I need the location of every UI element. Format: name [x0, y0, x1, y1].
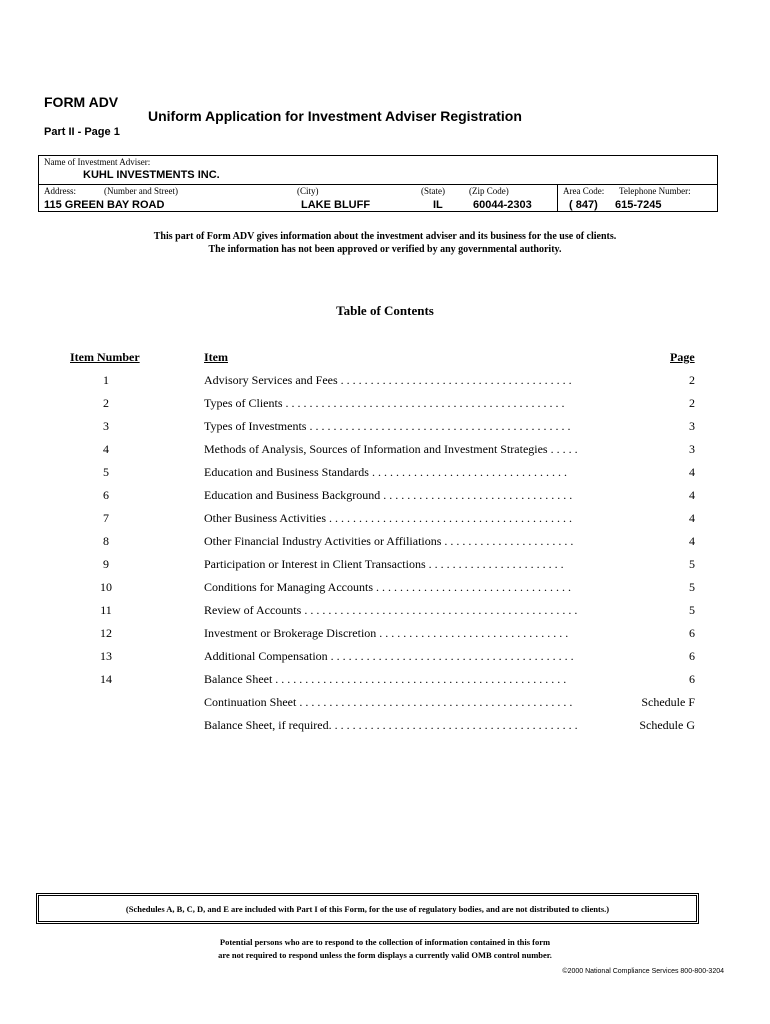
col-header-item: Item	[204, 350, 228, 364]
zip-value: 60044-2303	[473, 199, 532, 211]
toc-item-number: 12	[100, 626, 112, 640]
zip-label: (Zip Code)	[469, 186, 509, 196]
toc-row	[0, 534, 770, 554]
schedules-note-box	[38, 895, 697, 922]
toc-item-title: Continuation Sheet . . . . . . . . . . . . . . . . . . . . . . . . . . . . . . . . . . . . . . . . . . . . . .	[204, 695, 573, 709]
form-title: FORM ADV	[44, 94, 119, 110]
schedules-note: (Schedules A, B, C, D, and E are included with Part I of this Form, for the use of regulatory bodies, and are not distributed to clients.)	[125, 904, 610, 914]
toc-item-number: 7	[103, 511, 109, 525]
toc-item-title: Conditions for Managing Accounts . . . . . . . . . . . . . . . . . . . . . . . . . . . . . . . . .	[204, 580, 571, 594]
phone-cell-divider	[557, 184, 559, 212]
toc-item-number: 13	[100, 649, 112, 663]
toc-item-page: 3	[689, 442, 695, 456]
toc-item-page: 5	[689, 557, 695, 571]
toc-item-title: Education and Business Background . . . . . . . . . . . . . . . . . . . . . . . . . . . . . . . .	[204, 488, 573, 502]
toc-row	[0, 442, 770, 462]
toc-row	[0, 419, 770, 439]
toc-item-page: Schedule G	[639, 718, 695, 732]
toc-item-title: Additional Compensation . . . . . . . . . . . . . . . . . . . . . . . . . . . . . . . . . . . . . . . . .	[204, 649, 574, 663]
copyright: ©2000 National Compliance Services 800-800-3204	[562, 968, 724, 975]
toc-item-number: 11	[100, 603, 112, 617]
toc-item-title: Investment or Brokerage Discretion . . . . . . . . . . . . . . . . . . . . . . . . . . . . . . . .	[204, 626, 569, 640]
toc-item-page: 6	[689, 626, 695, 640]
toc-row	[0, 626, 770, 646]
toc-row	[0, 488, 770, 508]
toc-row	[0, 580, 770, 600]
toc-row	[0, 603, 770, 623]
col-header-item-number: Item Number	[70, 350, 140, 364]
toc-item-page: 5	[689, 580, 695, 594]
toc-item-title: Balance Sheet . . . . . . . . . . . . . . . . . . . . . . . . . . . . . . . . . . . . . . . . . . . . . . . . .	[204, 672, 567, 686]
state-value: IL	[433, 199, 443, 211]
toc-item-page: Schedule F	[641, 695, 695, 709]
phone-value: 615-7245	[615, 199, 662, 211]
city-label: (City)	[297, 186, 319, 196]
toc-item-number: 3	[103, 419, 109, 433]
toc-row	[0, 672, 770, 692]
toc-row	[0, 373, 770, 393]
col-header-page: Page	[670, 350, 695, 364]
area-code-value: ( 847)	[569, 199, 598, 211]
toc-item-page: 2	[689, 373, 695, 387]
page-title: Uniform Application for Investment Adviser Registration	[148, 108, 522, 124]
toc-row	[0, 557, 770, 577]
toc-item-page: 6	[689, 649, 695, 663]
toc-item-page: 3	[689, 419, 695, 433]
toc-item-page: 6	[689, 672, 695, 686]
disclosure-notice	[0, 230, 770, 256]
adviser-info-box	[38, 155, 718, 212]
toc-item-number: 4	[103, 442, 109, 456]
toc-row	[0, 511, 770, 531]
address-label: Address:	[44, 186, 76, 196]
toc-item-number: 14	[100, 672, 112, 686]
state-label: (State)	[421, 186, 445, 196]
toc-item-number: 5	[103, 465, 109, 479]
toc-row	[0, 465, 770, 485]
toc-item-number: 9	[103, 557, 109, 571]
toc-item-page: 4	[689, 465, 695, 479]
adviser-name: KUHL INVESTMENTS INC.	[83, 169, 220, 181]
toc-item-page: 5	[689, 603, 695, 617]
toc-item-title: Participation or Interest in Client Transactions . . . . . . . . . . . . . . . . . . . . . . .	[204, 557, 564, 571]
part-label: Part II - Page 1	[44, 126, 120, 138]
omb-line-1: Potential persons who are to respond to the collection of information contained in this form	[219, 937, 551, 947]
toc-item-title: Types of Clients . . . . . . . . . . . . . . . . . . . . . . . . . . . . . . . . . . . . . . . . . . . . . . .	[204, 396, 565, 410]
area-code-label: Area Code:	[563, 186, 605, 196]
toc-item-title: Education and Business Standards . . . . . . . . . . . . . . . . . . . . . . . . . . . . . . . . .	[204, 465, 567, 479]
toc-item-title: Other Business Activities . . . . . . . . . . . . . . . . . . . . . . . . . . . . . . . . . . . . . . . . .	[204, 511, 572, 525]
toc-item-number: 2	[103, 396, 109, 410]
toc-item-page: 4	[689, 488, 695, 502]
toc-item-title: Types of Investments . . . . . . . . . . . . . . . . . . . . . . . . . . . . . . . . . . . . . . . . . . . .	[204, 419, 571, 433]
street-value: 115 GREEN BAY ROAD	[44, 199, 165, 211]
notice-line-2: The information has not been approved or verified by any governmental authority.	[208, 244, 562, 255]
toc-item-number: 10	[100, 580, 112, 594]
toc-item-title: Balance Sheet, if required. . . . . . . . . . . . . . . . . . . . . . . . . . . . . . . . . . . . . . . . . .	[204, 718, 578, 732]
toc-row	[0, 649, 770, 669]
notice-line-1: This part of Form ADV gives information about the investment adviser and its business for the use of clients.	[153, 231, 617, 242]
toc-item-number: 8	[103, 534, 109, 548]
toc-item-number: 1	[103, 373, 109, 387]
toc-item-page: 2	[689, 396, 695, 410]
street-label: (Number and Street)	[104, 186, 178, 196]
omb-notice	[0, 936, 770, 962]
toc-row	[0, 695, 770, 715]
toc-item-number: 6	[103, 488, 109, 502]
name-label: Name of Investment Adviser:	[44, 157, 151, 167]
toc-item-title: Advisory Services and Fees . . . . . . . . . . . . . . . . . . . . . . . . . . . . . . . . . . . . . . .	[204, 373, 572, 387]
omb-line-2: are not required to respond unless the form displays a currently valid OMB control number.	[218, 950, 552, 960]
toc-title: Table of Contents	[336, 303, 434, 318]
phone-label: Telephone Number:	[619, 186, 691, 196]
city-value: LAKE BLUFF	[301, 199, 371, 211]
box-divider	[39, 184, 717, 185]
toc-item-page: 4	[689, 511, 695, 525]
toc-row	[0, 396, 770, 416]
toc-item-title: Other Financial Industry Activities or Affiliations . . . . . . . . . . . . . . . . . . . . . .	[204, 534, 574, 548]
toc-item-page: 4	[689, 534, 695, 548]
toc-item-title: Review of Accounts . . . . . . . . . . . . . . . . . . . . . . . . . . . . . . . . . . . . . . . . . . . . . .	[204, 603, 578, 617]
toc-item-title: Methods of Analysis, Sources of Information and Investment Strategies . . . . .	[204, 442, 578, 456]
toc-row	[0, 718, 770, 738]
